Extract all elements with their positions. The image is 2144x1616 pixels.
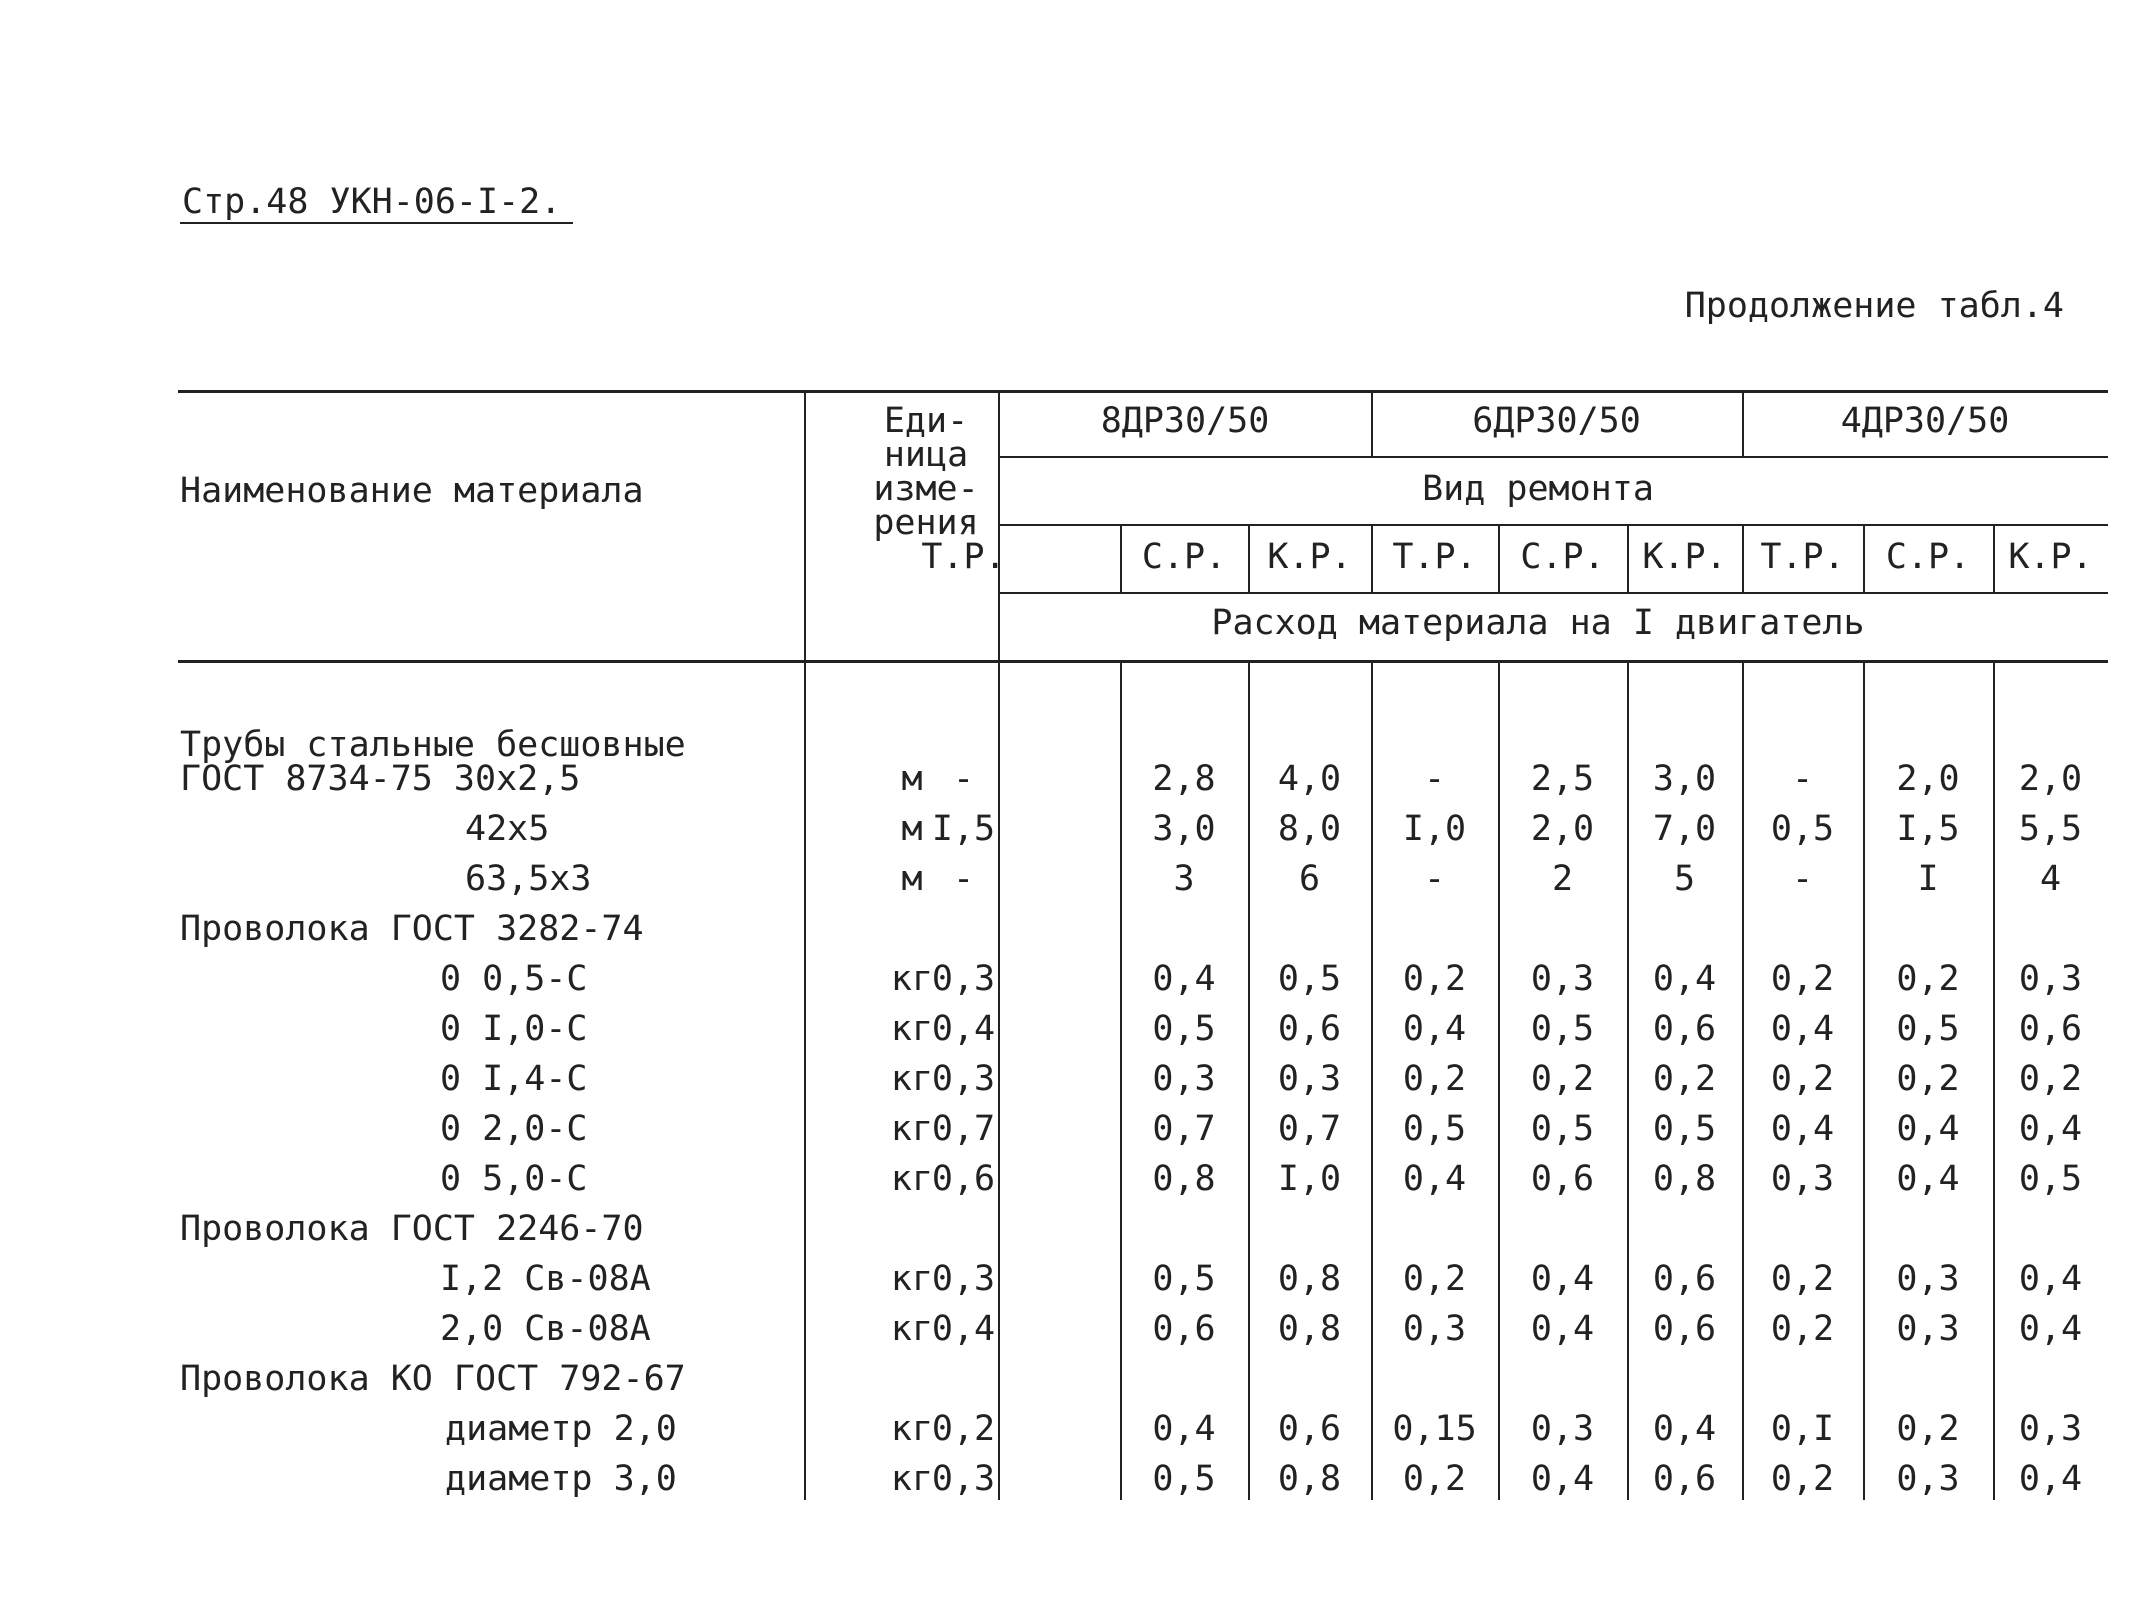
value-cell: 0,4 (2018, 1259, 2083, 1299)
value-cell: 0,2 (1896, 959, 1960, 999)
value-cell: 0,5 (1652, 1109, 1717, 1149)
value-cell: 0,4 (1530, 1309, 1595, 1349)
value-cell: 0,3 (1770, 1159, 1835, 1199)
value-cell: I,5 (1896, 809, 1960, 849)
value-cell: 0,5 (1277, 959, 1342, 999)
value-cell: 2,0 (1530, 809, 1595, 849)
material-name: 42х5 (465, 809, 550, 849)
value-cell: 0,4 (1652, 1409, 1717, 1449)
value-cell: 0,6 (1530, 1159, 1595, 1199)
unit-cell: кг (890, 1059, 934, 1099)
value-cell: 3,0 (1652, 759, 1717, 799)
value-cell: 3 (1173, 859, 1195, 899)
value-cell: 0,2 (931, 1409, 996, 1449)
column-divider (1863, 660, 1865, 1500)
value-cell: 0,2 (1402, 959, 1467, 999)
value-cell: I,0 (1277, 1159, 1342, 1199)
value-cell: 0,4 (2018, 1309, 2083, 1349)
value-cell: 0,8 (1277, 1259, 1342, 1299)
value-cell: 6 (1298, 859, 1321, 899)
value-cell: 0,2 (1652, 1059, 1717, 1099)
page-header-underline (180, 222, 573, 224)
value-cell: 0,4 (2018, 1459, 2083, 1499)
subtype-divider (1498, 524, 1500, 592)
unit-cell: кг (890, 959, 934, 999)
value-cell: 0,6 (1152, 1309, 1216, 1349)
value-cell: I (1917, 859, 1939, 899)
column-divider (1993, 660, 1995, 1500)
value-cell: 0,6 (2018, 1009, 2083, 1049)
repair-type-header: Вид ремонта (1422, 469, 1654, 509)
name-column-header: Наименование материала (180, 471, 644, 511)
value-cell: 0,2 (1770, 1459, 1835, 1499)
engine-row-rule (999, 456, 2108, 458)
repair-type-cell: Т.Р. (1392, 537, 1477, 577)
value-cell: - (1423, 859, 1446, 899)
unit-cell: кг (890, 1409, 934, 1449)
column-divider (1627, 660, 1629, 1500)
value-cell: 0,4 (931, 1309, 996, 1349)
value-cell: 0,6 (1277, 1009, 1342, 1049)
value-cell: 4,0 (1277, 759, 1342, 799)
unit-cell: м (901, 759, 923, 799)
value-cell: 2,0 (2018, 759, 2083, 799)
value-cell: - (952, 859, 975, 899)
consumption-header: Расход материала на I двигатель (1211, 603, 1865, 643)
material-name: 0 0,5-С (440, 959, 588, 999)
table-top-rule (178, 390, 2108, 393)
value-cell: 0,4 (1530, 1459, 1595, 1499)
value-cell: 0,2 (1402, 1459, 1467, 1499)
material-name: Проволока КО ГОСТ 792-67 (180, 1359, 686, 1399)
value-cell: 0,I (1770, 1409, 1835, 1449)
value-cell: 0,4 (1770, 1109, 1835, 1149)
value-cell: 0,3 (2018, 959, 2083, 999)
value-cell: 0,2 (1770, 1259, 1835, 1299)
value-cell: 4 (2039, 859, 2062, 899)
engine-header: 6ДР30/50 (1472, 401, 1641, 441)
value-cell: 2 (1551, 859, 1574, 899)
value-cell: 0,4 (1530, 1259, 1595, 1299)
value-cell: 0,6 (1652, 1459, 1717, 1499)
value-cell: 0,3 (1402, 1309, 1467, 1349)
value-cell: 0,5 (1152, 1459, 1216, 1499)
value-cell: 0,3 (931, 1459, 996, 1499)
repair-type-cell: С.Р. (1520, 537, 1605, 577)
value-cell: 0,2 (1770, 959, 1835, 999)
repair-type-cell: Т.Р. (921, 537, 1006, 577)
value-cell: 0,3 (1530, 959, 1595, 999)
repair-type-cell: С.Р. (1885, 537, 1971, 577)
repair-type-cell: С.Р. (1141, 537, 1227, 577)
repair-type-cell: К.Р. (1267, 537, 1352, 577)
value-cell: 0,2 (2018, 1059, 2083, 1099)
value-cell: 0,4 (1152, 1409, 1216, 1449)
value-cell: 8,0 (1277, 809, 1342, 849)
material-name: ГОСТ 8734-75 30х2,5 (180, 759, 581, 799)
value-cell: 0,3 (1896, 1259, 1960, 1299)
material-name: 0 I,4-С (440, 1059, 588, 1099)
value-cell: 0,2 (1530, 1059, 1595, 1099)
value-cell: 0,4 (1152, 959, 1216, 999)
value-cell: 0,4 (1652, 959, 1717, 999)
column-divider (1742, 660, 1744, 1500)
unit-cell: м (901, 809, 923, 849)
material-name: диаметр 3,0 (445, 1459, 677, 1499)
value-cell: 0,2 (1896, 1059, 1960, 1099)
value-cell: 2,8 (1152, 759, 1216, 799)
value-cell: 0,8 (1277, 1459, 1342, 1499)
value-cell: 0,3 (1277, 1059, 1342, 1099)
value-cell: - (1423, 759, 1446, 799)
value-cell: 0,5 (1152, 1009, 1216, 1049)
subtype-divider (1993, 524, 1995, 592)
value-cell: - (1791, 759, 1814, 799)
value-cell: 0,8 (1652, 1159, 1717, 1199)
column-divider (1120, 660, 1122, 1500)
value-cell: 0,3 (2018, 1409, 2083, 1449)
value-cell: 0,3 (1152, 1059, 1216, 1099)
name-column-divider (804, 390, 806, 1500)
value-cell: 0,7 (931, 1109, 996, 1149)
value-cell: I,0 (1402, 809, 1467, 849)
page-header: Стр.48 УКН-06-I-2. (182, 182, 562, 222)
material-name: 0 I,0-С (440, 1009, 588, 1049)
unit-column-header-line: Еди- (883, 401, 969, 441)
value-cell: 0,2 (1896, 1409, 1960, 1449)
value-cell: 0,15 (1392, 1409, 1477, 1449)
subtype-divider (1742, 524, 1744, 592)
value-cell: 0,6 (1652, 1009, 1717, 1049)
value-cell: - (952, 759, 975, 799)
value-cell: 2,0 (1896, 759, 1960, 799)
material-name: Проволока ГОСТ 2246-70 (180, 1209, 644, 1249)
material-name: I,2 Св-08А (440, 1259, 651, 1299)
unit-cell: кг (890, 1109, 934, 1149)
value-cell: 0,3 (1896, 1309, 1960, 1349)
material-name: 0 2,0-С (440, 1109, 588, 1149)
value-cell: 0,6 (931, 1159, 996, 1199)
value-cell: 0,5 (1530, 1009, 1595, 1049)
column-divider (1498, 660, 1500, 1500)
value-cell: 0,5 (1896, 1009, 1960, 1049)
value-cell: 5,5 (2018, 809, 2083, 849)
value-cell: 0,2 (1770, 1059, 1835, 1099)
engine-divider (1742, 390, 1744, 456)
value-cell: 0,4 (931, 1009, 996, 1049)
subtype-divider (1863, 524, 1865, 592)
unit-column-header-line: изме- (873, 469, 979, 509)
subtype-divider (1120, 524, 1122, 592)
material-name: 2,0 Св-08А (440, 1309, 651, 1349)
unit-column-header-line: ница (883, 435, 969, 475)
repair-type-cell: К.Р. (1642, 537, 1727, 577)
value-cell: 0,3 (1896, 1459, 1960, 1499)
value-cell: 0,8 (1277, 1309, 1342, 1349)
value-cell: 0,7 (1277, 1109, 1342, 1149)
engine-divider (1371, 390, 1373, 456)
subtype-divider (1627, 524, 1629, 592)
material-name: 63,5х3 (465, 859, 592, 899)
subtype-divider (1371, 524, 1373, 592)
unit-cell: м (901, 859, 923, 899)
value-cell: 0,5 (1530, 1109, 1595, 1149)
value-cell: 0,4 (1896, 1109, 1960, 1149)
value-cell: 0,4 (1402, 1009, 1467, 1049)
unit-cell: кг (890, 1459, 934, 1499)
unit-cell: кг (890, 1309, 934, 1349)
value-cell: 0,6 (1277, 1409, 1342, 1449)
value-cell: 0,4 (1770, 1009, 1835, 1049)
unit-cell: кг (890, 1159, 934, 1199)
value-cell: 0,3 (931, 959, 996, 999)
continuation-label: Продолжение табл.4 (1684, 286, 2064, 326)
header-bottom-rule (178, 660, 2108, 663)
value-cell: 0,4 (1896, 1159, 1960, 1199)
value-cell: 0,3 (931, 1259, 996, 1299)
value-cell: 0,5 (2018, 1159, 2083, 1199)
value-cell: 0,3 (1530, 1409, 1595, 1449)
value-cell: 0,8 (1152, 1159, 1216, 1199)
value-cell: 0,3 (931, 1059, 996, 1099)
material-name: Проволока ГОСТ 3282-74 (180, 909, 644, 949)
value-cell: 0,4 (2018, 1109, 2083, 1149)
material-name: 0 5,0-С (440, 1159, 588, 1199)
value-cell: 0,2 (1770, 1309, 1835, 1349)
value-cell: 0,4 (1402, 1159, 1467, 1199)
column-divider (1371, 660, 1373, 1500)
value-cell: 0,7 (1152, 1109, 1216, 1149)
engine-header: 4ДР30/50 (1840, 401, 2010, 441)
value-cell: 5 (1673, 859, 1696, 899)
value-cell: - (1791, 859, 1814, 899)
subtype-divider (1248, 524, 1250, 592)
value-cell: 0,6 (1652, 1259, 1717, 1299)
value-cell: 0,5 (1770, 809, 1835, 849)
unit-column-header-line: рения (873, 503, 979, 543)
value-cell: 7,0 (1652, 809, 1717, 849)
repair-type-rule (999, 524, 2108, 526)
value-cell: 0,2 (1402, 1259, 1467, 1299)
repair-type-cell: Т.Р. (1760, 537, 1845, 577)
unit-cell: кг (890, 1259, 934, 1299)
engine-header: 8ДР30/50 (1100, 401, 1270, 441)
value-cell: 0,5 (1152, 1259, 1216, 1299)
column-divider (1248, 660, 1250, 1500)
value-cell: 2,5 (1530, 759, 1595, 799)
material-name: Трубы стальные бесшовные (180, 725, 686, 765)
repair-type-cell: К.Р. (2008, 537, 2093, 577)
value-cell: 3,0 (1152, 809, 1216, 849)
value-cell: 0,5 (1402, 1109, 1467, 1149)
unit-cell: кг (890, 1009, 934, 1049)
value-cell: I,5 (931, 809, 996, 849)
value-cell: 0,2 (1402, 1059, 1467, 1099)
value-cell: 0,6 (1652, 1309, 1717, 1349)
repair-subtype-rule (999, 592, 2108, 594)
material-name: диаметр 2,0 (445, 1409, 677, 1449)
